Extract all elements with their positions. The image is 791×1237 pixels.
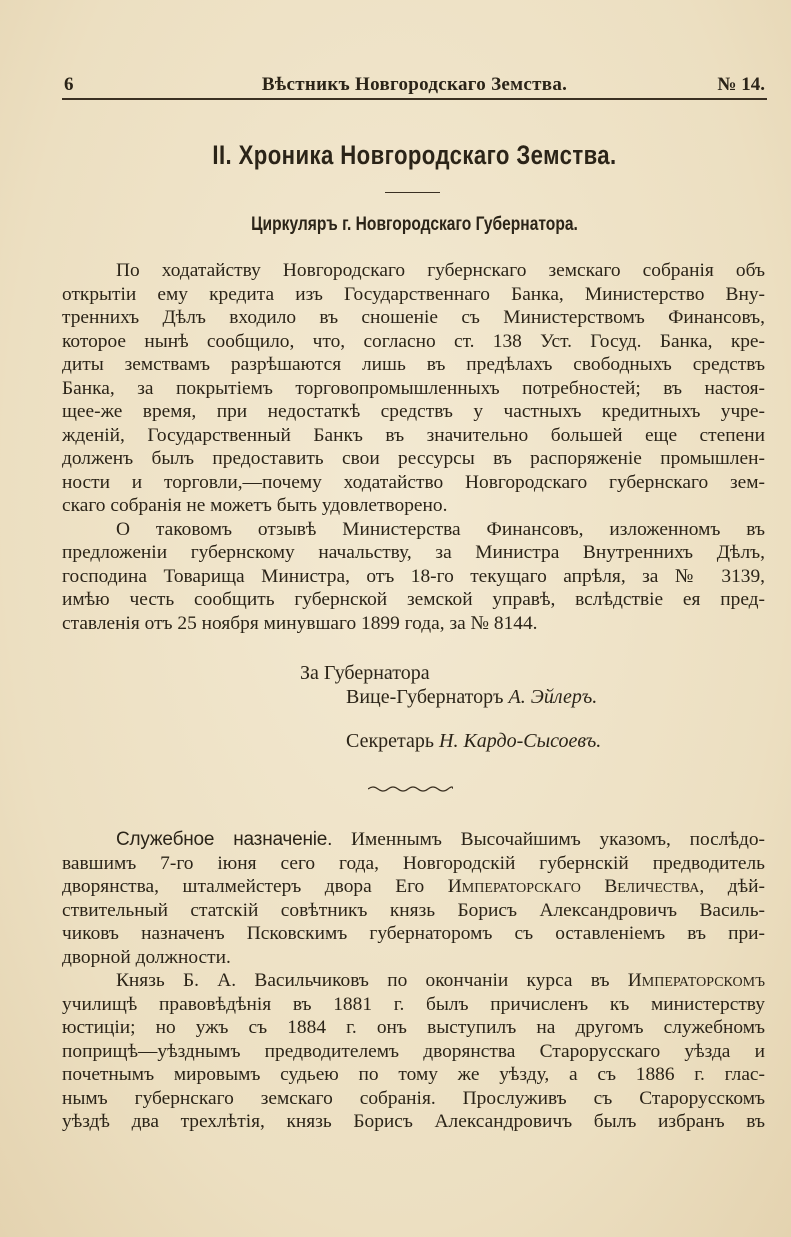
smallcaps-fragment: Императорскаго Величества,: [447, 876, 705, 897]
text-line: долженъ былъ предоставить свои рессурсы въ распоряженіе промышлен-: [62, 448, 765, 469]
circular-text: [62, 259, 765, 635]
signature-for-governor: За Губернатора: [300, 662, 430, 684]
text-fragment: Именнымъ Высочайшимъ указомъ, послѣдо-: [350, 829, 765, 850]
text-line: уѣздѣ два трехлѣтія, князь Борисъ Александровичъ былъ избранъ въ: [62, 1111, 765, 1132]
text-line: треннихъ Дѣлъ входило въ сношеніе съ Министерствомъ Финансовъ,: [62, 307, 765, 328]
appointment-text: [62, 828, 765, 1134]
text-fragment: Князь Б. А. Васильчиковъ по окончаніи курса въ: [116, 970, 610, 991]
text-line: Банка, за покрытіемъ торговопромышленныхъ потребностей; въ настоя-: [62, 377, 765, 399]
text-line: диты земствамъ разрѣшаются лишь въ предѣлахъ свободныхъ средствъ: [62, 354, 765, 375]
text-line: почетнымъ мировымъ судьею по тому же уѣзду, а съ 1886 г. глас-: [62, 1064, 765, 1085]
page-number: 6: [64, 74, 74, 95]
text-line: щее-же время, при недостаткѣ средствъ у частныхъ кредитныхъ учре-: [62, 401, 765, 422]
decorative-squiggle: [368, 785, 453, 793]
journal-title: Вѣстникъ Новгородскаго Земства.: [261, 74, 568, 95]
signature-title: Секретарь: [346, 730, 435, 752]
text-fragment: дѣй-: [727, 876, 765, 897]
text-line: [62, 828, 765, 852]
text-line: дворной должности.: [62, 946, 231, 968]
text-line: чиковъ назначенъ Псковскимъ губернаторомъ съ оставленіемъ въ при-: [62, 923, 765, 944]
text-line: предложеніи губернскому начальству, за Министра Внутреннихъ Дѣлъ,: [62, 542, 765, 563]
signature-title: Вице-Губернаторъ: [346, 686, 504, 708]
text-line: юстиціи; но ужъ съ 1884 г. онъ выступилъ на другомъ служебномъ: [62, 1017, 765, 1038]
text-line: ности и торговли,—почему ходатайство Новгородскаго губернскаго зем-: [62, 471, 765, 493]
text-line: скаго собранія не можетъ быть удовлетворено.: [62, 495, 448, 516]
section-title: II. Хроника Новгородскаго Земства.: [212, 140, 617, 170]
text-line: [62, 875, 765, 899]
text-line: училищѣ правовѣдѣнія въ 1881 г. былъ причисленъ къ министерству: [62, 993, 765, 1015]
text-line: господина Товарища Министра, отъ 18-го текущаго апрѣля, за № 3139,: [62, 565, 765, 587]
smallcaps-fragment: Императорскомъ: [627, 970, 765, 991]
decorative-rule: [385, 192, 440, 193]
issue-number: № 14.: [717, 74, 765, 95]
text-line: открытіи ему кредита изъ Государственнаго Банка, Министерство Вну-: [62, 283, 765, 305]
text-line: [62, 969, 765, 993]
text-line: ствительный статскій совѣтникъ князь Борисъ Александровичъ Василь-: [62, 899, 765, 921]
text-line: поприщѣ—уѣзднымъ предводителемъ дворянства Старорусскаго уѣзда и: [62, 1040, 765, 1062]
text-line: вавшимъ 7-го іюня сего года, Новгородскій губернскій предводитель: [62, 852, 765, 874]
text-line: О таковомъ отзывѣ Министерства Финансовъ, изложенномъ въ: [116, 518, 765, 540]
running-header: [62, 72, 767, 100]
text-line: имѣю честь сообщить губернской земской управѣ, вслѣдствіе ея пред-: [62, 589, 765, 610]
text-fragment: дворянства, шталмейстеръ двора Его: [62, 876, 425, 897]
signature-secretary: [346, 730, 601, 753]
signature-name: Н. Кардо-Сысоевъ.: [439, 730, 602, 752]
text-line: которое нынѣ сообщило, что, согласно ст. 138 Уст. Госуд. Банка, кре-: [62, 330, 765, 352]
signature-name: А. Эйлеръ.: [508, 686, 598, 708]
text-line: ставленія отъ 25 ноября минувшаго 1899 года, за № 8144.: [62, 612, 538, 634]
lead-heading: Служебное назначеніе.: [116, 829, 333, 850]
circular-title: Циркуляръ г. Новгородскаго Губернатора.: [251, 214, 578, 235]
text-line: нымъ губернскаго земскаго собранія. Прослуживъ съ Старорусскомъ: [62, 1087, 765, 1109]
signature-vice-governor: [346, 686, 597, 709]
text-line: По ходатайству Новгородскаго губернскаго земскаго собранія объ: [116, 260, 765, 281]
text-line: жденій, Государственный Банкъ въ значительно большей еще степени: [62, 424, 765, 446]
